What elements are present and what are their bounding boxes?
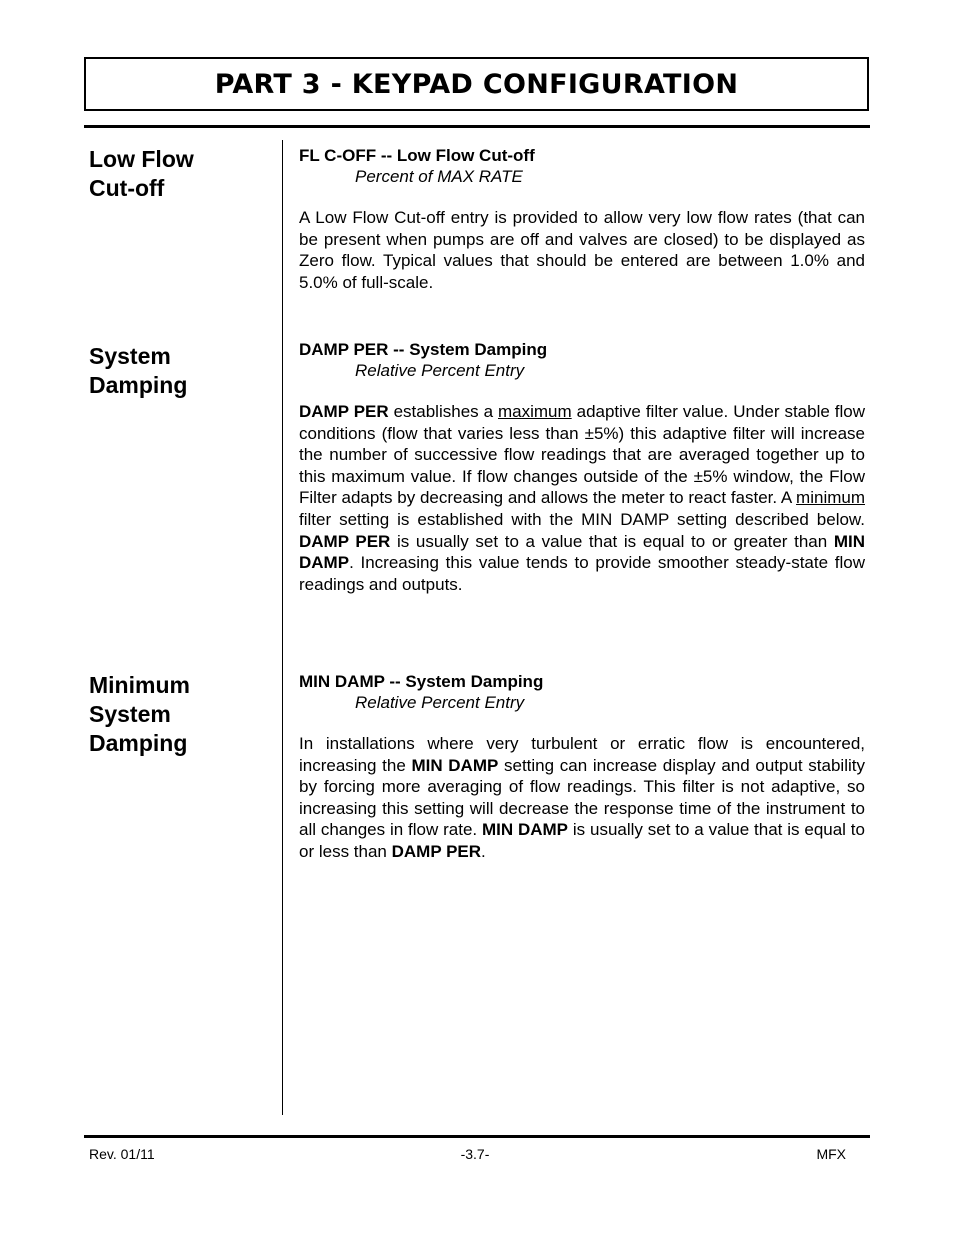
parameter-name: DAMP PER -- System Damping [299, 340, 548, 359]
bold-term: MIN DAMP [299, 531, 865, 573]
parameter-subtitle: Relative Percent Entry [355, 693, 525, 712]
text-run: A Low Flow Cut-off entry is provided to allow very low flow rates (that can be present when pumps are off and valves are closed) to be displayed as Zero flow. Typical values that should be entered are between 1.0% and 5.0% of full-scale. [299, 208, 865, 292]
bold-term: DAMP PER [391, 841, 482, 861]
text-run: adaptive filter value. Under stable flow conditions (flow that varies less than ±5%) this adaptive filter will increase the number of successive flow readings that are averaged together up to this maximum value. If flow changes outside of the ±5% window, the Flow Filter adapts by decreasing and allows the meter to react faster. A [299, 402, 865, 508]
section-heading-low-flow-cutoff [89, 145, 269, 203]
bold-term: DAMP PER [299, 402, 389, 421]
heading-line: System [89, 701, 171, 727]
footer-page-number: -3.7- [460, 1146, 490, 1162]
text-run: . Increasing this value tends to provide smoother steady-state flow readings and outputs. [299, 553, 865, 594]
bold-term: MIN DAMP [411, 755, 499, 775]
section-system-damping [299, 339, 865, 595]
section-heading-system-damping [89, 342, 269, 400]
parameter-name: FL C-OFF -- Low Flow Cut-off [299, 146, 535, 165]
underlined-term: maximum [498, 402, 572, 421]
footer-revision: Rev. 01/11 [89, 1146, 155, 1162]
section-paragraph [299, 401, 865, 595]
page-title: PART 3 - KEYPAD CONFIGURATION [214, 68, 739, 100]
heading-line: Cut-off [89, 175, 165, 201]
text-run: filter setting is established with the MIN DAMP setting described below. [299, 509, 865, 529]
column-divider [282, 140, 283, 1115]
heading-line: Damping [89, 372, 188, 398]
section-minimum-system-damping [299, 671, 865, 863]
parameter-subtitle: Percent of MAX RATE [355, 167, 523, 186]
section-low-flow-cutoff [299, 145, 865, 293]
footer-divider [84, 1135, 870, 1138]
text-run: establishes a [388, 402, 498, 421]
text-run: setting can increase display and output stability by forcing more averaging of flow readings. This filter is not adaptive, so increasing this setting will decrease the response time of the instrument to all changes in flow rate. [299, 755, 865, 840]
heading-line: System [89, 343, 171, 369]
text-run: . [481, 841, 486, 861]
footer-product: MFX [816, 1146, 846, 1162]
section-heading-minimum-system-damping [89, 671, 269, 758]
page-title-box [84, 57, 869, 111]
text-run: is usually set to a value that is equal to or greater than [390, 531, 834, 551]
parameter-name: MIN DAMP -- System Damping [299, 672, 544, 691]
bold-term: DAMP PER [299, 531, 391, 551]
heading-line: Minimum [89, 672, 190, 698]
heading-line: Damping [89, 730, 188, 756]
underlined-term: minimum [796, 488, 865, 508]
text-run: is usually set to a value that is equal to or less than [299, 820, 865, 861]
header-divider [84, 125, 870, 128]
text-run: In installations where very turbulent or erratic flow is encountered, increasing the [299, 734, 865, 775]
heading-line: Low Flow [89, 146, 194, 172]
section-paragraph [299, 733, 865, 863]
bold-term: MIN DAMP [481, 820, 569, 840]
section-paragraph [299, 207, 865, 293]
parameter-subtitle: Relative Percent Entry [355, 361, 525, 380]
